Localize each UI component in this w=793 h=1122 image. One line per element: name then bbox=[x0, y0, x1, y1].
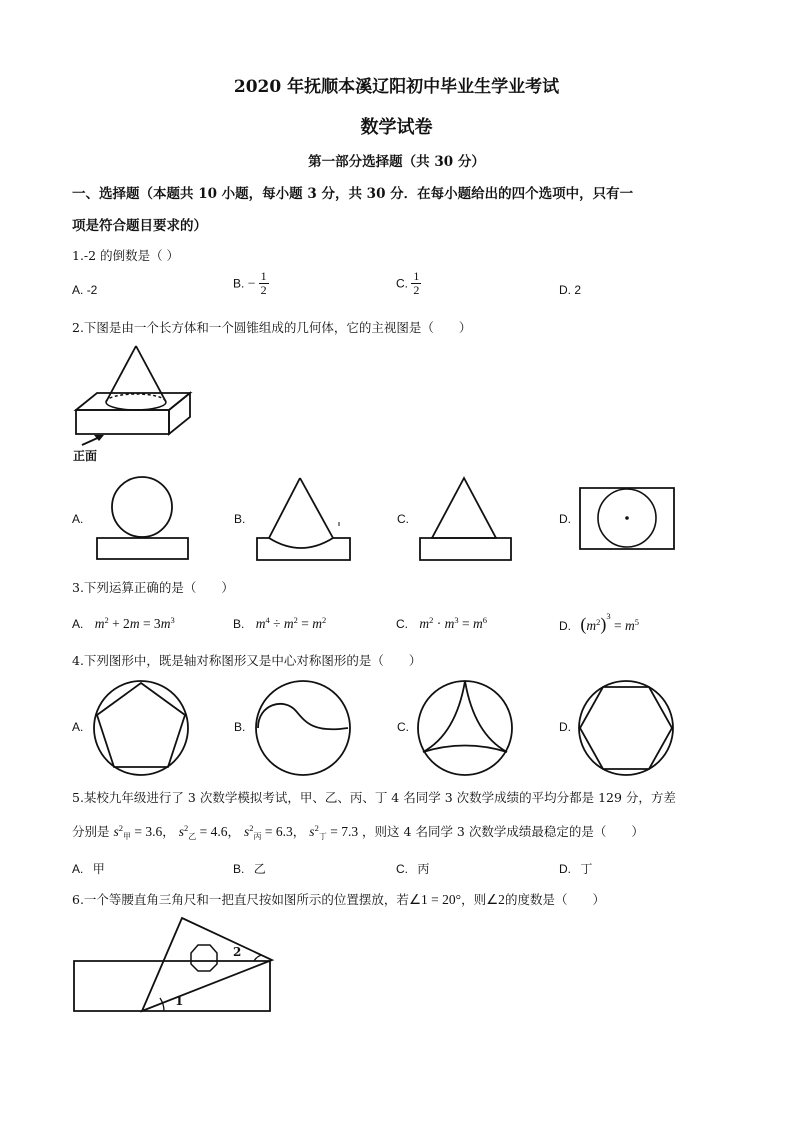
q5-option-c-label: C. bbox=[396, 862, 408, 876]
instructions-line-1: 一、选择题（本题共 10 小题，每小题 3 分，共 30 分．在每小题给出的四个选项中，只有一 bbox=[72, 186, 634, 202]
q1-option-a-value: -2 bbox=[86, 283, 98, 297]
q3-option-c bbox=[396, 615, 487, 632]
q5-option-b-value: 乙 bbox=[253, 862, 266, 876]
q2-front-label: 正面 bbox=[73, 449, 98, 463]
q2-option-a-label: A. bbox=[72, 512, 84, 526]
q1-option-c-denominator: 2 bbox=[413, 283, 420, 297]
q6-stem-suffix: 的度数是（ ） bbox=[504, 892, 605, 907]
q5-option-a-label: A. bbox=[72, 862, 84, 876]
q2-option-c-figure bbox=[418, 476, 514, 562]
q2-option-b-figure bbox=[255, 476, 353, 562]
q5-option-a-value: 甲 bbox=[92, 862, 105, 876]
q5-option-d-label: D. bbox=[559, 862, 571, 876]
q6-stem bbox=[72, 890, 605, 908]
q2-option-d-label: D. bbox=[559, 512, 571, 526]
q5-option-c bbox=[396, 860, 429, 877]
q2-option-c-label: C. bbox=[397, 512, 409, 526]
q3-option-b-expression: $m^4 \div m^2 = m^2$ bbox=[255, 615, 327, 631]
q4-option-c-label: C. bbox=[397, 720, 409, 734]
q3-option-b bbox=[233, 615, 326, 632]
q1-option-a-label: A. bbox=[72, 283, 84, 297]
q2-option-a-figure bbox=[95, 476, 190, 561]
q1-option-c-label: C. bbox=[396, 276, 408, 291]
q5-variance-yi-sub: 乙 bbox=[188, 832, 197, 841]
q1-option-d-label: D. bbox=[559, 283, 571, 297]
q4-option-a-figure bbox=[92, 679, 192, 779]
q1-option-b bbox=[233, 270, 269, 297]
q5-variance-ding-value: 7.3 bbox=[341, 824, 359, 839]
q3-option-a-label: A. bbox=[72, 617, 84, 631]
q5-variance-ding-sub: 丁 bbox=[318, 832, 327, 841]
q4-stem: 4.下列图形中，既是轴对称图形又是中心对称图形的是（ ） bbox=[72, 653, 422, 668]
q5-variance-jia: $s^2_甲 = 3.6$ bbox=[113, 823, 163, 841]
q5-variance-bing-sub: 丙 bbox=[253, 832, 262, 841]
q4-option-d-label: D. bbox=[559, 720, 571, 734]
exam-subtitle: 数学试卷 bbox=[360, 117, 433, 138]
exam-title: 2020 年抚顺本溪辽阳初中毕业生学业考试 bbox=[233, 77, 560, 97]
q1-option-a bbox=[72, 283, 97, 297]
q5-variance-bing: $s^2_丙 = 6.3$ bbox=[244, 823, 293, 841]
q3-stem: 3.下列运算正确的是（ ） bbox=[72, 580, 234, 595]
q5-variance-jia-value: 3.6 bbox=[145, 824, 163, 839]
q6-figure-label-1: 1 bbox=[175, 994, 184, 1008]
q4-option-b-figure bbox=[254, 679, 354, 779]
q1-option-b-label: B. bbox=[233, 276, 245, 291]
q3-option-a bbox=[72, 615, 175, 632]
q6-angle-1: ∠1 = 20° bbox=[408, 892, 462, 907]
q6-figure-label-2: 2 bbox=[233, 945, 242, 959]
q1-option-d-value: 2 bbox=[574, 283, 582, 297]
q5-stem-prefix: 分别是 bbox=[72, 824, 110, 839]
q3-option-d bbox=[559, 611, 639, 635]
q1-stem: 1.-2 的倒数是（ ） bbox=[72, 248, 180, 263]
instructions-line-2: 项是符合题目要求的） bbox=[72, 218, 207, 234]
q5-variance-jia-sub: 甲 bbox=[123, 832, 132, 841]
q1-option-b-denominator: 2 bbox=[260, 283, 267, 297]
q3-option-d-expression: $(m^2)^3 = m^5$ bbox=[580, 611, 639, 634]
q5-variance-yi: $s^2_乙 = 4.6$ bbox=[178, 823, 228, 841]
q4-option-a-label: A. bbox=[72, 720, 84, 734]
q5-option-c-value: 丙 bbox=[417, 862, 430, 876]
q4-option-c-figure bbox=[416, 679, 516, 779]
q5-option-d-value: 丁 bbox=[580, 862, 593, 876]
q4-option-d-figure bbox=[577, 679, 677, 779]
q2-option-b-label: B. bbox=[234, 512, 246, 526]
q3-option-c-expression: $m^2 \cdot m^3 = m^6$ bbox=[419, 615, 487, 631]
q5-stem-line-1: 5.某校九年级进行了 3 次数学模拟考试，甲、乙、丙、丁 4 名同学 3 次数学成绩的平均分都是 129 分，方差 bbox=[72, 790, 676, 805]
q5-stem-suffix: ，则这 4 名同学 3 次数学成绩最稳定的是（ ） bbox=[362, 824, 644, 839]
q1-option-d bbox=[559, 283, 581, 297]
q5-option-b bbox=[233, 860, 266, 877]
q5-variance-yi-value: 4.6 bbox=[210, 824, 228, 839]
q1-option-c-fraction bbox=[411, 270, 421, 297]
q5-variance-bing-value: 6.3 bbox=[275, 824, 293, 839]
q5-option-d bbox=[559, 860, 592, 877]
q3-option-d-label: D. bbox=[559, 619, 571, 633]
q3-option-c-label: C. bbox=[396, 617, 408, 631]
q6-stem-mid: ，则 bbox=[461, 892, 487, 907]
q1-option-b-fraction bbox=[259, 270, 269, 297]
q6-stem-prefix: 6.一个等腰直角三角尺和一把直尺按如图所示的位置摆放，若 bbox=[72, 892, 409, 907]
q1-option-b-sign: − bbox=[247, 275, 256, 291]
q6-angle-2: ∠2 bbox=[486, 892, 505, 907]
q5-variance-ding: $s^2_丁 = 7.3$ bbox=[309, 823, 359, 841]
q5-option-a bbox=[72, 860, 105, 877]
q3-option-a-expression: $m^2 + 2m = 3m^3$ bbox=[94, 615, 175, 631]
q1-option-c bbox=[396, 270, 421, 297]
q4-option-b-label: B. bbox=[234, 720, 246, 734]
q5-stem-line-2: 分别是 $s^2_甲 = 3.6$， $s^2_乙 = 4.6$， $s^2_丙 = 6.3$， $s^2_丁 = 7.3$ ，则这 4 名同学 3 次数学成绩最稳定的是（ ） bbox=[72, 823, 644, 841]
q1-option-c-numerator: 1 bbox=[413, 269, 420, 283]
q2-solid-figure bbox=[72, 344, 197, 464]
part-heading: 第一部分选择题（共 30 分） bbox=[308, 154, 485, 170]
q2-stem: 2.下图是由一个长方体和一个圆锥组成的几何体，它的主视图是（ ） bbox=[72, 320, 472, 335]
q2-option-d-figure bbox=[579, 487, 676, 551]
q5-option-b-label: B. bbox=[233, 862, 245, 876]
q3-option-b-label: B. bbox=[233, 617, 245, 631]
q1-option-b-numerator: 1 bbox=[260, 269, 267, 283]
